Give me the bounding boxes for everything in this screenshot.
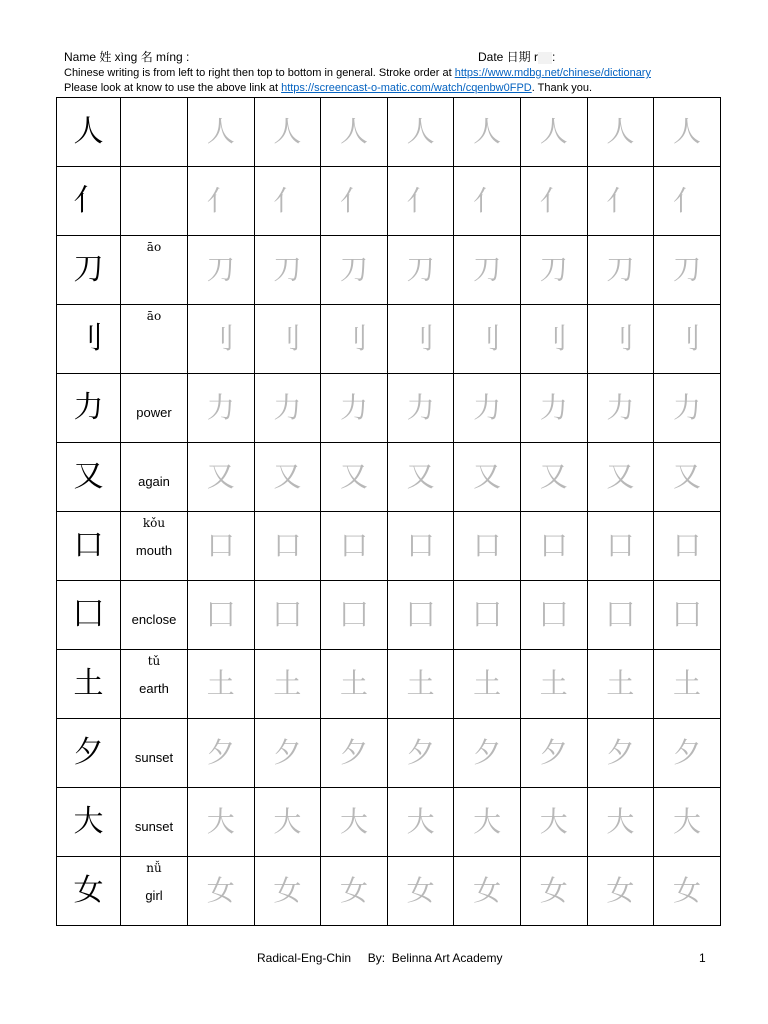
trace-cell[interactable] <box>454 719 521 788</box>
trace-char: 女 <box>473 874 502 907</box>
english-label: earth <box>139 681 169 696</box>
trace-char: 人 <box>273 115 302 148</box>
trace-cell[interactable] <box>587 374 654 443</box>
trace-char: 又 <box>672 460 701 493</box>
trace-char: 亻 <box>473 184 502 217</box>
trace-cell[interactable] <box>387 167 454 236</box>
pinyin-label: tǔ <box>147 654 161 668</box>
trace-char: 力 <box>539 391 568 424</box>
trace-cell[interactable] <box>520 581 587 650</box>
trace-char: 囗 <box>339 598 368 631</box>
model-char-cell <box>57 236 121 305</box>
trace-char: 刀 <box>273 253 302 286</box>
trace-cell[interactable] <box>387 512 454 581</box>
trace-cell[interactable] <box>188 374 255 443</box>
model-char: 刂 <box>73 321 104 356</box>
instruction-line-2 <box>64 82 592 94</box>
trace-char: 土 <box>406 667 435 700</box>
trace-char: 大 <box>206 805 235 838</box>
trace-cell[interactable] <box>520 167 587 236</box>
model-char-cell <box>57 788 121 857</box>
trace-char: 亻 <box>273 184 302 217</box>
trace-cell[interactable] <box>654 857 721 926</box>
trace-char: 又 <box>606 460 635 493</box>
practice-grid <box>56 97 721 926</box>
trace-char: 刀 <box>206 253 235 286</box>
trace-cell[interactable] <box>454 650 521 719</box>
trace-cell[interactable] <box>254 650 321 719</box>
trace-char: 女 <box>339 874 368 907</box>
trace-char: 人 <box>672 115 701 148</box>
trace-char: 夕 <box>539 736 568 769</box>
trace-char: 人 <box>539 115 568 148</box>
footer-credit: Radical-Eng-Chin By: Belinna Art Academy <box>257 951 503 965</box>
trace-char: 大 <box>473 805 502 838</box>
trace-cell[interactable] <box>188 305 255 374</box>
trace-cell[interactable] <box>387 857 454 926</box>
trace-char: 囗 <box>672 598 701 631</box>
date-label-suffix: : <box>552 50 556 64</box>
trace-cell[interactable] <box>188 98 255 167</box>
trace-char: 夕 <box>672 736 701 769</box>
tutorial-video-link[interactable]: https://screencast-o-matic.com/watch/cqenbw0FPD <box>281 82 532 94</box>
trace-char: 女 <box>406 874 435 907</box>
trace-cell[interactable] <box>520 512 587 581</box>
trace-char: 女 <box>672 874 701 907</box>
trace-cell[interactable] <box>654 236 721 305</box>
label-cell <box>121 443 188 512</box>
pinyin-label: āo <box>146 309 162 323</box>
trace-cell[interactable] <box>587 305 654 374</box>
model-char-cell <box>57 512 121 581</box>
trace-cell[interactable] <box>321 512 388 581</box>
trace-cell[interactable] <box>188 650 255 719</box>
trace-char: 刂 <box>473 322 502 355</box>
trace-char: 力 <box>339 391 368 424</box>
trace-char: 囗 <box>206 598 235 631</box>
trace-char: 亻 <box>539 184 568 217</box>
trace-cell[interactable] <box>520 650 587 719</box>
name-label: Name 姓 xìng 名 míng : <box>64 50 190 64</box>
model-char: 囗 <box>73 597 104 632</box>
trace-cell[interactable] <box>387 650 454 719</box>
trace-char: 亻 <box>606 184 635 217</box>
trace-cell[interactable] <box>321 788 388 857</box>
trace-char: 人 <box>339 115 368 148</box>
instruction-text-2: Please look at know to use the above link at <box>64 82 282 94</box>
trace-cell[interactable] <box>520 719 587 788</box>
trace-char: 女 <box>273 874 302 907</box>
trace-cell[interactable] <box>654 512 721 581</box>
trace-char: 夕 <box>273 736 302 769</box>
trace-char: 女 <box>539 874 568 907</box>
model-char: 大 <box>73 804 104 839</box>
trace-cell[interactable] <box>254 719 321 788</box>
label-cell <box>121 581 188 650</box>
model-char-cell <box>57 374 121 443</box>
model-char: 刀 <box>73 252 104 287</box>
trace-cell[interactable] <box>387 374 454 443</box>
model-char: 又 <box>73 459 104 494</box>
trace-cell[interactable] <box>188 512 255 581</box>
trace-char: 夕 <box>406 736 435 769</box>
stroke-order-link[interactable]: https://www.mdbg.net/chinese/dictionary <box>454 67 651 79</box>
trace-char: 口 <box>539 529 568 562</box>
trace-cell[interactable] <box>387 305 454 374</box>
practice-row <box>57 98 721 167</box>
trace-char: 大 <box>339 805 368 838</box>
date-blank-field[interactable] <box>538 52 552 64</box>
pinyin-label: nǚ <box>146 861 162 875</box>
trace-cell[interactable] <box>654 650 721 719</box>
pinyin-label: āo <box>146 240 162 254</box>
trace-char: 又 <box>473 460 502 493</box>
trace-cell[interactable] <box>188 857 255 926</box>
trace-cell[interactable] <box>387 443 454 512</box>
trace-cell[interactable] <box>587 650 654 719</box>
trace-char: 囗 <box>606 598 635 631</box>
trace-char: 又 <box>206 460 235 493</box>
trace-char: 刂 <box>206 322 235 355</box>
english-label: girl <box>145 888 163 903</box>
trace-char: 夕 <box>339 736 368 769</box>
grid-body <box>57 98 721 926</box>
practice-row <box>57 443 721 512</box>
model-char-cell <box>57 581 121 650</box>
trace-char: 力 <box>273 391 302 424</box>
label-cell <box>121 98 188 167</box>
trace-char: 口 <box>406 529 435 562</box>
trace-char: 囗 <box>539 598 568 631</box>
english-label: sunset <box>134 819 174 834</box>
label-cell <box>121 236 188 305</box>
trace-char: 女 <box>606 874 635 907</box>
label-cell <box>121 167 188 236</box>
practice-row <box>57 512 721 581</box>
trace-char: 口 <box>339 529 368 562</box>
trace-cell[interactable] <box>321 719 388 788</box>
trace-cell[interactable] <box>587 719 654 788</box>
pinyin-label: kǒu <box>142 516 166 530</box>
trace-cell[interactable] <box>587 98 654 167</box>
trace-char: 女 <box>206 874 235 907</box>
english-label: power <box>136 405 172 420</box>
trace-cell[interactable] <box>321 236 388 305</box>
trace-char: 亻 <box>672 184 701 217</box>
trace-cell[interactable] <box>654 98 721 167</box>
label-cell <box>121 650 188 719</box>
trace-cell[interactable] <box>454 581 521 650</box>
trace-cell[interactable] <box>188 167 255 236</box>
trace-cell[interactable] <box>321 443 388 512</box>
trace-cell[interactable] <box>254 788 321 857</box>
trace-cell[interactable] <box>654 374 721 443</box>
model-char: 亻 <box>73 183 104 218</box>
trace-char: 刂 <box>273 322 302 355</box>
trace-cell[interactable] <box>454 98 521 167</box>
trace-cell[interactable] <box>254 512 321 581</box>
trace-char: 囗 <box>473 598 502 631</box>
trace-char: 亻 <box>339 184 368 217</box>
trace-cell[interactable] <box>321 98 388 167</box>
trace-cell[interactable] <box>654 581 721 650</box>
trace-char: 囗 <box>273 598 302 631</box>
practice-row <box>57 236 721 305</box>
trace-cell[interactable] <box>321 581 388 650</box>
practice-row <box>57 581 721 650</box>
trace-char: 刀 <box>606 253 635 286</box>
trace-char: 夕 <box>606 736 635 769</box>
trace-char: 大 <box>406 805 435 838</box>
trace-cell[interactable] <box>587 443 654 512</box>
trace-cell[interactable] <box>254 305 321 374</box>
trace-char: 土 <box>539 667 568 700</box>
trace-char: 又 <box>539 460 568 493</box>
trace-char: 大 <box>672 805 701 838</box>
trace-cell[interactable] <box>188 236 255 305</box>
trace-char: 人 <box>406 115 435 148</box>
trace-char: 刀 <box>539 253 568 286</box>
label-cell <box>121 788 188 857</box>
practice-row <box>57 305 721 374</box>
trace-char: 刂 <box>672 322 701 355</box>
trace-char: 刂 <box>339 322 368 355</box>
trace-char: 人 <box>206 115 235 148</box>
trace-cell[interactable] <box>454 167 521 236</box>
model-char-cell <box>57 98 121 167</box>
date-label <box>478 48 555 65</box>
practice-row <box>57 719 721 788</box>
english-label: again <box>138 474 170 489</box>
trace-char: 亻 <box>406 184 435 217</box>
trace-cell[interactable] <box>520 98 587 167</box>
trace-cell[interactable] <box>587 857 654 926</box>
trace-char: 大 <box>606 805 635 838</box>
model-char: 夕 <box>73 735 104 770</box>
trace-char: 大 <box>273 805 302 838</box>
trace-char: 力 <box>606 391 635 424</box>
practice-row <box>57 374 721 443</box>
english-label: sunset <box>134 750 174 765</box>
trace-char: 亻 <box>206 184 235 217</box>
trace-cell[interactable] <box>587 167 654 236</box>
trace-cell[interactable] <box>654 788 721 857</box>
trace-cell[interactable] <box>587 581 654 650</box>
trace-char: 刂 <box>606 322 635 355</box>
trace-cell[interactable] <box>587 788 654 857</box>
trace-cell[interactable] <box>321 374 388 443</box>
model-char-cell <box>57 719 121 788</box>
model-char: 女 <box>73 873 104 908</box>
trace-cell[interactable] <box>254 374 321 443</box>
label-cell <box>121 374 188 443</box>
model-char: 口 <box>73 528 104 563</box>
trace-char: 刀 <box>473 253 502 286</box>
trace-char: 刀 <box>672 253 701 286</box>
trace-cell[interactable] <box>254 581 321 650</box>
trace-cell[interactable] <box>587 512 654 581</box>
model-char: 土 <box>73 666 104 701</box>
date-label-text: Date 日期 r <box>478 50 539 64</box>
trace-cell[interactable] <box>654 167 721 236</box>
trace-cell[interactable] <box>520 374 587 443</box>
trace-cell[interactable] <box>188 581 255 650</box>
trace-char: 夕 <box>473 736 502 769</box>
trace-cell[interactable] <box>454 443 521 512</box>
trace-char: 口 <box>672 529 701 562</box>
trace-cell[interactable] <box>520 857 587 926</box>
trace-char: 力 <box>406 391 435 424</box>
trace-cell[interactable] <box>254 167 321 236</box>
trace-char: 刂 <box>406 322 435 355</box>
page-number: 1 <box>699 951 706 965</box>
practice-row <box>57 650 721 719</box>
trace-cell[interactable] <box>454 857 521 926</box>
trace-cell[interactable] <box>387 236 454 305</box>
trace-char: 又 <box>406 460 435 493</box>
trace-cell[interactable] <box>454 374 521 443</box>
trace-char: 刀 <box>406 253 435 286</box>
practice-row <box>57 857 721 926</box>
trace-cell[interactable] <box>254 236 321 305</box>
trace-char: 口 <box>606 529 635 562</box>
trace-char: 土 <box>339 667 368 700</box>
trace-cell[interactable] <box>254 98 321 167</box>
trace-cell[interactable] <box>387 719 454 788</box>
trace-cell[interactable] <box>321 167 388 236</box>
model-char-cell <box>57 443 121 512</box>
english-label: mouth <box>135 543 173 558</box>
model-char-cell <box>57 305 121 374</box>
trace-cell[interactable] <box>254 857 321 926</box>
trace-cell[interactable] <box>387 98 454 167</box>
trace-char: 土 <box>273 667 302 700</box>
label-cell <box>121 719 188 788</box>
trace-char: 土 <box>206 667 235 700</box>
trace-cell[interactable] <box>188 719 255 788</box>
trace-char: 土 <box>672 667 701 700</box>
trace-cell[interactable] <box>454 512 521 581</box>
trace-char: 口 <box>206 529 235 562</box>
trace-cell[interactable] <box>188 443 255 512</box>
trace-cell[interactable] <box>654 305 721 374</box>
instruction-text-1: Chinese writing is from left to right then top to bottom in general. Stroke order at <box>64 67 455 79</box>
trace-cell[interactable] <box>520 443 587 512</box>
trace-cell[interactable] <box>321 305 388 374</box>
trace-cell[interactable] <box>387 581 454 650</box>
trace-cell[interactable] <box>454 788 521 857</box>
instruction-tail: . Thank you. <box>531 82 593 94</box>
model-char: 人 <box>73 114 104 149</box>
trace-char: 刂 <box>539 322 568 355</box>
trace-cell[interactable] <box>520 236 587 305</box>
trace-char: 人 <box>473 115 502 148</box>
trace-cell[interactable] <box>520 305 587 374</box>
trace-char: 刀 <box>339 253 368 286</box>
trace-char: 力 <box>473 391 502 424</box>
label-cell <box>121 305 188 374</box>
trace-cell[interactable] <box>254 443 321 512</box>
trace-char: 人 <box>606 115 635 148</box>
trace-char: 又 <box>339 460 368 493</box>
trace-cell[interactable] <box>387 788 454 857</box>
trace-cell[interactable] <box>654 719 721 788</box>
trace-cell[interactable] <box>654 443 721 512</box>
practice-row <box>57 788 721 857</box>
model-char-cell <box>57 857 121 926</box>
model-char-cell <box>57 650 121 719</box>
trace-char: 力 <box>672 391 701 424</box>
trace-cell[interactable] <box>321 650 388 719</box>
trace-cell[interactable] <box>587 236 654 305</box>
model-char: 力 <box>73 390 104 425</box>
header-line-1 <box>64 46 714 66</box>
trace-char: 土 <box>473 667 502 700</box>
trace-char: 力 <box>206 391 235 424</box>
label-cell <box>121 512 188 581</box>
trace-char: 土 <box>606 667 635 700</box>
label-cell <box>121 857 188 926</box>
trace-char: 口 <box>273 529 302 562</box>
trace-char: 又 <box>273 460 302 493</box>
model-char-cell <box>57 167 121 236</box>
english-label: enclose <box>131 612 177 627</box>
trace-char: 囗 <box>406 598 435 631</box>
trace-cell[interactable] <box>454 236 521 305</box>
trace-char: 大 <box>539 805 568 838</box>
trace-cell[interactable] <box>188 788 255 857</box>
trace-cell[interactable] <box>520 788 587 857</box>
trace-cell[interactable] <box>321 857 388 926</box>
trace-char: 口 <box>473 529 502 562</box>
practice-row <box>57 167 721 236</box>
trace-cell[interactable] <box>454 305 521 374</box>
instruction-line-1 <box>64 67 651 79</box>
trace-char: 夕 <box>206 736 235 769</box>
